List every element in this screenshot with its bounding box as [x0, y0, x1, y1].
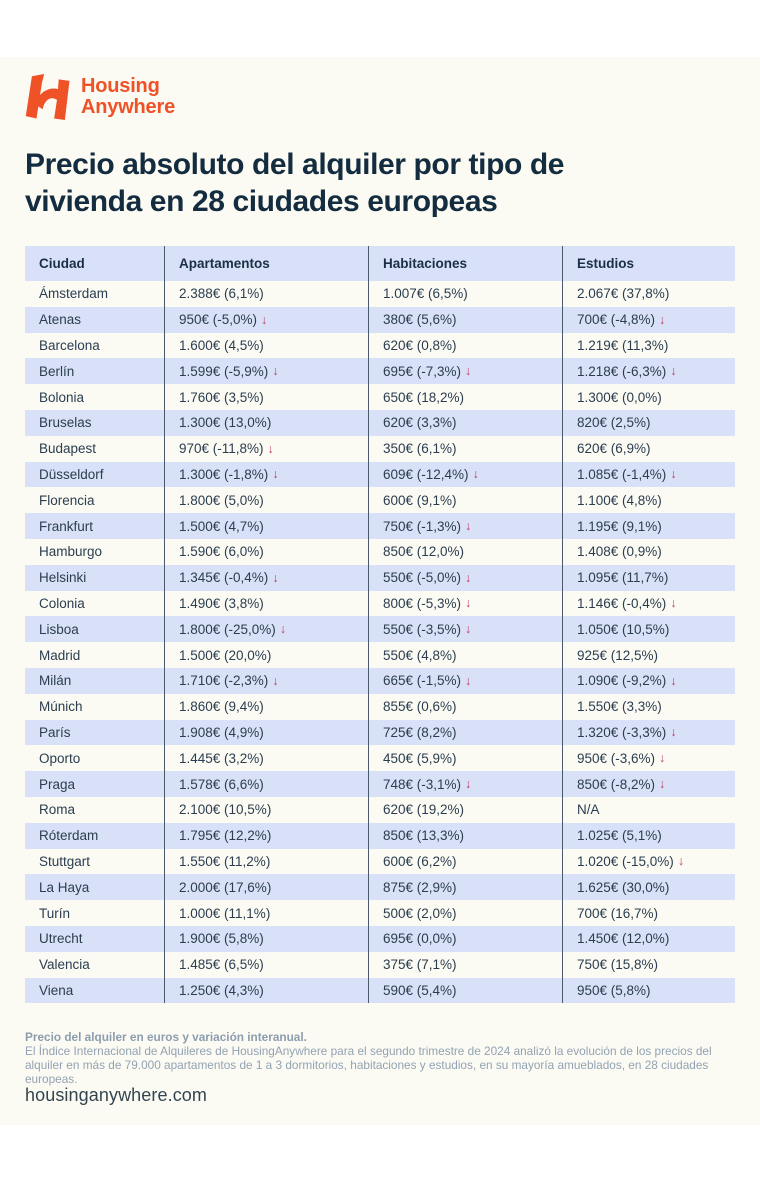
table-row	[25, 384, 735, 410]
column-header-habitaciones: Habitaciones	[368, 246, 562, 281]
website-url: housinganywhere.com	[25, 1085, 208, 1105]
footnote	[25, 1030, 733, 1086]
estudios-cell: 1.450€ (12,0%)	[562, 926, 735, 952]
down-arrow-icon: ↓	[670, 725, 677, 740]
page-title-line1: Precio absoluto del alquiler por tipo de	[25, 148, 565, 181]
city-cell: Florencia	[39, 492, 95, 508]
table-row	[25, 771, 735, 797]
table-row	[25, 926, 735, 952]
table-row	[25, 952, 735, 978]
down-arrow-icon: ↓	[472, 467, 479, 482]
habitaciones-cell: 725€ (8,2%)	[368, 720, 562, 746]
city-cell: Milán	[39, 673, 72, 689]
city-cell: Bolonia	[39, 389, 85, 405]
apartamentos-cell: 2.000€ (17,6%)	[164, 874, 368, 900]
estudios-cell: 1.625€ (30,0%)	[562, 874, 735, 900]
habitaciones-cell: 750€ (-1,3%) ↓	[368, 513, 562, 539]
page-title-line2: vivienda en 28 ciudades europeas	[25, 185, 498, 218]
estudios-cell: 1.408€ (0,9%)	[562, 539, 735, 565]
down-arrow-icon: ↓	[465, 519, 472, 534]
apartamentos-cell: 1.550€ (11,2%)	[164, 849, 368, 875]
table-row	[25, 797, 735, 823]
habitaciones-cell: 500€ (2,0%)	[368, 900, 562, 926]
city-cell: Ámsterdam	[39, 286, 109, 302]
table-row	[25, 436, 735, 462]
apartamentos-cell: 2.100€ (10,5%)	[164, 797, 368, 823]
table-row	[25, 410, 735, 436]
table-row	[25, 642, 735, 668]
estudios-cell: 820€ (2,5%)	[562, 410, 735, 436]
table-row	[25, 694, 735, 720]
city-cell: Utrecht	[39, 931, 83, 947]
apartamentos-cell: 1.900€ (5,8%)	[164, 926, 368, 952]
apartamentos-cell: 950€ (-5,0%) ↓	[164, 307, 368, 333]
down-arrow-icon: ↓	[465, 364, 472, 379]
estudios-cell: 700€ (16,7%)	[562, 900, 735, 926]
column-header-apartamentos: Apartamentos	[164, 246, 368, 281]
down-arrow-icon: ↓	[272, 570, 279, 585]
apartamentos-cell: 1.800€ (5,0%)	[164, 487, 368, 513]
apartamentos-cell: 2.388€ (6,1%)	[164, 281, 368, 307]
habitaciones-cell: 875€ (2,9%)	[368, 874, 562, 900]
down-arrow-icon: ↓	[465, 622, 472, 637]
brand-row	[25, 74, 175, 120]
habitaciones-cell: 550€ (-3,5%) ↓	[368, 616, 562, 642]
habitaciones-cell: 550€ (-5,0%) ↓	[368, 565, 562, 591]
estudios-cell: 1.050€ (10,5%)	[562, 616, 735, 642]
estudios-cell: 1.218€ (-6,3%) ↓	[562, 358, 735, 384]
table-row	[25, 616, 735, 642]
habitaciones-cell: 1.007€ (6,5%)	[368, 281, 562, 307]
city-cell: Múnich	[39, 699, 83, 715]
habitaciones-cell: 600€ (9,1%)	[368, 487, 562, 513]
table-row	[25, 487, 735, 513]
table-row	[25, 462, 735, 488]
apartamentos-cell: 1.500€ (20,0%)	[164, 642, 368, 668]
table-row	[25, 333, 735, 359]
table-header-row	[25, 246, 735, 281]
apartamentos-cell: 1.590€ (6,0%)	[164, 539, 368, 565]
habitaciones-cell: 590€ (5,4%)	[368, 978, 562, 1004]
down-arrow-icon: ↓	[465, 570, 472, 585]
city-cell: Hamburgo	[39, 544, 103, 560]
apartamentos-cell: 1.599€ (-5,9%) ↓	[164, 358, 368, 384]
table-row	[25, 281, 735, 307]
city-cell: Frankfurt	[39, 518, 94, 534]
estudios-cell: 1.025€ (5,1%)	[562, 823, 735, 849]
estudios-cell: 1.219€ (11,3%)	[562, 333, 735, 359]
city-cell: Düsseldorf	[39, 466, 104, 482]
apartamentos-cell: 1.578€ (6,6%)	[164, 771, 368, 797]
footnote-body: El Índice Internacional de Alquileres de HousingAnywhere para el segundo trimestre de 2024 analizó la evolución de los precios del alquiler en más de 79.000 apartamentos de 1 a 3 dormitorios, habitaciones y estudios, en su mayoría amueblados, en 28 ciudades europeas.	[25, 1044, 712, 1086]
table-row	[25, 591, 735, 617]
habitaciones-cell: 850€ (13,3%)	[368, 823, 562, 849]
habitaciones-cell: 650€ (18,2%)	[368, 384, 562, 410]
down-arrow-icon: ↓	[465, 777, 472, 792]
down-arrow-icon: ↓	[267, 441, 274, 456]
estudios-cell: 1.100€ (4,8%)	[562, 487, 735, 513]
city-cell: Atenas	[39, 312, 82, 328]
table-row	[25, 513, 735, 539]
habitaciones-cell: 375€ (7,1%)	[368, 952, 562, 978]
table-row	[25, 358, 735, 384]
down-arrow-icon: ↓	[272, 364, 279, 379]
apartamentos-cell: 1.490€ (3,8%)	[164, 591, 368, 617]
estudios-cell: 950€ (-3,6%) ↓	[562, 745, 735, 771]
habitaciones-cell: 609€ (-12,4%) ↓	[368, 462, 562, 488]
apartamentos-cell: 1.250€ (4,3%)	[164, 978, 368, 1004]
table-row	[25, 849, 735, 875]
housinganywhere-logo-icon	[25, 74, 71, 120]
column-header-estudios: Estudios	[562, 246, 735, 281]
habitaciones-cell: 350€ (6,1%)	[368, 436, 562, 462]
table-row	[25, 978, 735, 1004]
estudios-cell: 1.020€ (-15,0%) ↓	[562, 849, 735, 875]
habitaciones-cell: 665€ (-1,5%) ↓	[368, 668, 562, 694]
table-row	[25, 874, 735, 900]
estudios-cell: 1.320€ (-3,3%) ↓	[562, 720, 735, 746]
apartamentos-cell: 1.760€ (3,5%)	[164, 384, 368, 410]
estudios-cell: 1.095€ (11,7%)	[562, 565, 735, 591]
estudios-cell: 950€ (5,8%)	[562, 978, 735, 1004]
city-cell: Berlín	[39, 363, 75, 379]
table-row	[25, 539, 735, 565]
city-cell: Róterdam	[39, 828, 99, 844]
habitaciones-cell: 620€ (3,3%)	[368, 410, 562, 436]
down-arrow-icon: ↓	[659, 312, 666, 327]
down-arrow-icon: ↓	[677, 854, 685, 869]
table-row	[25, 823, 735, 849]
down-arrow-icon: ↓	[670, 673, 677, 688]
down-arrow-icon: ↓	[465, 596, 472, 611]
apartamentos-cell: 1.000€ (11,1%)	[164, 900, 368, 926]
city-cell: Budapest	[39, 441, 97, 457]
apartamentos-cell: 1.500€ (4,7%)	[164, 513, 368, 539]
page-title	[25, 146, 731, 220]
table-row	[25, 900, 735, 926]
habitaciones-cell: 850€ (12,0%)	[368, 539, 562, 565]
apartamentos-cell: 1.300€ (13,0%)	[164, 410, 368, 436]
estudios-cell: 1.550€ (3,3%)	[562, 694, 735, 720]
habitaciones-cell: 380€ (5,6%)	[368, 307, 562, 333]
habitaciones-cell: 800€ (-5,3%) ↓	[368, 591, 562, 617]
apartamentos-cell: 1.445€ (3,2%)	[164, 745, 368, 771]
table-row	[25, 307, 735, 333]
down-arrow-icon: ↓	[272, 673, 279, 688]
habitaciones-cell: 450€ (5,9%)	[368, 745, 562, 771]
city-cell: Colonia	[39, 595, 85, 611]
city-cell: París	[39, 724, 71, 740]
estudios-cell: 750€ (15,8%)	[562, 952, 735, 978]
habitaciones-cell: 620€ (19,2%)	[368, 797, 562, 823]
city-cell: Madrid	[39, 647, 81, 663]
apartamentos-cell: 970€ (-11,8%) ↓	[164, 436, 368, 462]
down-arrow-icon: ↓	[659, 751, 666, 766]
estudios-cell: 850€ (-8,2%) ↓	[562, 771, 735, 797]
apartamentos-cell: 1.485€ (6,5%)	[164, 952, 368, 978]
estudios-cell: 2.067€ (37,8%)	[562, 281, 735, 307]
apartamentos-cell: 1.600€ (4,5%)	[164, 333, 368, 359]
estudios-cell: 925€ (12,5%)	[562, 642, 735, 668]
apartamentos-cell: 1.908€ (4,9%)	[164, 720, 368, 746]
footnote-title: Precio del alquiler en euros y variación interanual.	[25, 1030, 307, 1044]
table-body	[25, 281, 735, 1003]
estudios-cell: 1.195€ (9,1%)	[562, 513, 735, 539]
down-arrow-icon: ↓	[659, 777, 666, 792]
column-header-ciudad: Ciudad	[39, 256, 85, 271]
habitaciones-cell: 695€ (0,0%)	[368, 926, 562, 952]
down-arrow-icon: ↓	[279, 622, 287, 637]
down-arrow-icon: ↓	[670, 364, 677, 379]
brand-name	[81, 74, 175, 118]
rent-table	[25, 246, 735, 1003]
down-arrow-icon: ↓	[272, 467, 279, 482]
estudios-cell: 1.146€ (-0,4%) ↓	[562, 591, 735, 617]
city-cell: Bruselas	[39, 415, 92, 431]
apartamentos-cell: 1.345€ (-0,4%) ↓	[164, 565, 368, 591]
city-cell: Turín	[39, 905, 71, 921]
habitaciones-cell: 855€ (0,6%)	[368, 694, 562, 720]
down-arrow-icon: ↓	[465, 673, 472, 688]
city-cell: Viena	[39, 982, 74, 998]
city-cell: Barcelona	[39, 337, 100, 353]
estudios-cell: 1.300€ (0,0%)	[562, 384, 735, 410]
apartamentos-cell: 1.710€ (-2,3%) ↓	[164, 668, 368, 694]
city-cell: Valencia	[39, 957, 90, 973]
city-cell: Lisboa	[39, 621, 79, 637]
down-arrow-icon: ↓	[670, 596, 677, 611]
estudios-cell: 1.085€ (-1,4%) ↓	[562, 462, 735, 488]
apartamentos-cell: 1.860€ (9,4%)	[164, 694, 368, 720]
table-row	[25, 745, 735, 771]
down-arrow-icon: ↓	[670, 467, 677, 482]
brand-name-line2: Anywhere	[81, 96, 175, 118]
city-cell: Oporto	[39, 750, 81, 766]
city-cell: Helsinki	[39, 570, 87, 586]
city-cell: Praga	[39, 776, 76, 792]
estudios-cell: 620€ (6,9%)	[562, 436, 735, 462]
habitaciones-cell: 550€ (4,8%)	[368, 642, 562, 668]
table-row	[25, 720, 735, 746]
habitaciones-cell: 620€ (0,8%)	[368, 333, 562, 359]
habitaciones-cell: 748€ (-3,1%) ↓	[368, 771, 562, 797]
apartamentos-cell: 1.800€ (-25,0%) ↓	[164, 616, 368, 642]
city-cell: Roma	[39, 802, 76, 818]
estudios-cell: 700€ (-4,8%) ↓	[562, 307, 735, 333]
estudios-cell: N/A	[562, 797, 735, 823]
table-row	[25, 668, 735, 694]
habitaciones-cell: 600€ (6,2%)	[368, 849, 562, 875]
habitaciones-cell: 695€ (-7,3%) ↓	[368, 358, 562, 384]
brand-name-line1: Housing	[81, 75, 160, 97]
table-row	[25, 565, 735, 591]
city-cell: Stuttgart	[39, 853, 91, 869]
down-arrow-icon: ↓	[261, 312, 268, 327]
estudios-cell: 1.090€ (-9,2%) ↓	[562, 668, 735, 694]
apartamentos-cell: 1.795€ (12,2%)	[164, 823, 368, 849]
apartamentos-cell: 1.300€ (-1,8%) ↓	[164, 462, 368, 488]
city-cell: La Haya	[39, 879, 90, 895]
